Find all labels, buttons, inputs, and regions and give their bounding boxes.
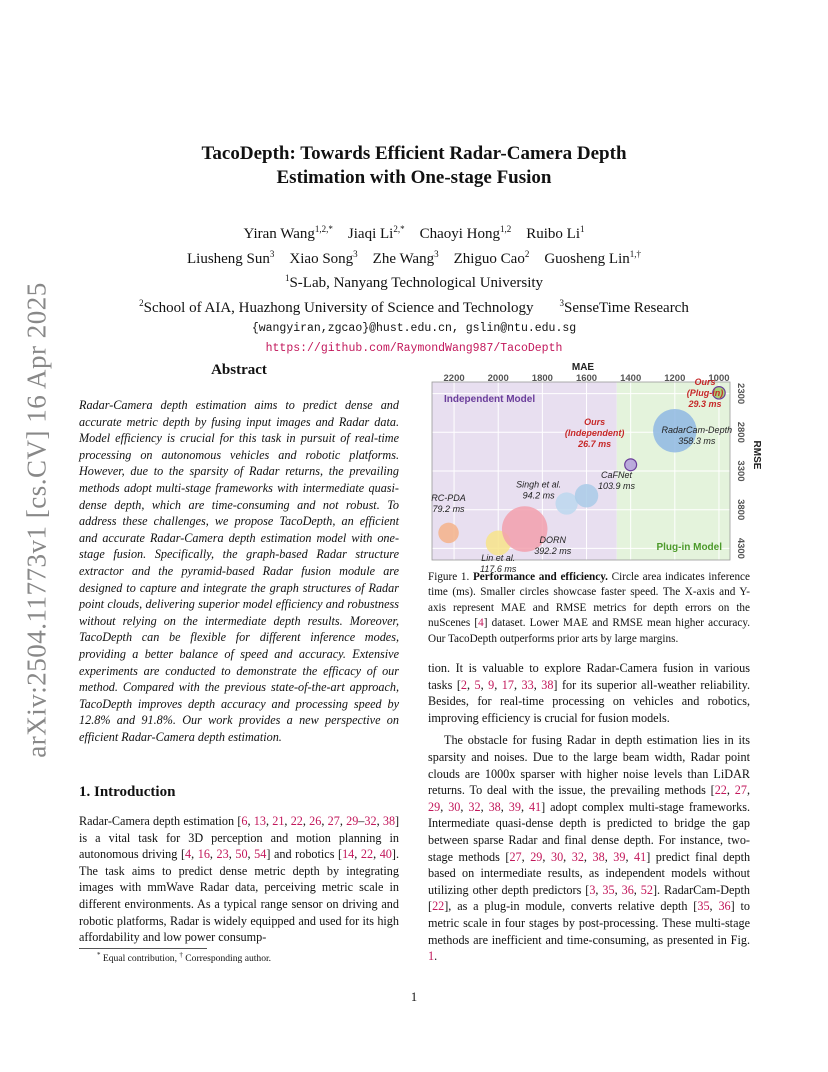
author-name: Guosheng Lin$^{1,\dagger}$ [544,248,641,267]
author-block [0,220,828,358]
citation-link[interactable]: 1 [428,949,435,964]
citation-link[interactable]: 5 [474,677,481,692]
citation-link[interactable]: 36 [718,899,731,914]
figure-1-chart [428,360,764,574]
citation-link[interactable]: 16 [197,847,210,862]
x-tick-label: 1600 [575,373,598,384]
y-tick-label: 2300 [735,383,746,405]
affiliations-2-3: $^2$School of AIA, Huazhong University of Science and Technology $^3$SenseTime Research [139,297,689,316]
authors-line-2 [0,245,828,270]
data-point-label: 94.2 ms [522,490,555,501]
author-name: Chaoyi Hong$^{1,2}$ [419,224,512,242]
citation-link[interactable]: 27 [734,783,747,798]
x-tick-label: 2000 [487,373,509,384]
citation-link[interactable]: 23 [216,847,229,862]
citation-link[interactable]: 54 [254,847,267,862]
author-name: Jiaqi $Li^{2,*}$ [347,224,405,242]
data-point [555,492,577,514]
x-axis-label: MAE [571,362,595,373]
citation-link[interactable]: 38 [592,849,605,864]
y-tick-label: 4300 [735,537,746,559]
x-tick-label: 1000 [708,373,730,384]
citation-link[interactable]: 32 [571,849,584,864]
data-point-label: Lin et al. [481,552,516,563]
citation-link[interactable]: 52 [640,882,653,897]
footnote-rule [79,948,207,949]
figure-1-caption: Figure 1. Performance and efficiency. Circle area indicates inference time (ms). Smaller circles showcase faster speed. The X-axis and Y-axis represent MAE and RMSE metrics for depth errors on the nuScenes [4] dataset. Lower MAE and RMSE mean higher accuracy. Our TacoDepth outperforms prior arts by large margins. [428,571,750,645]
x-tick-label: 1400 [620,373,642,384]
citation-link[interactable]: 21 [272,814,285,828]
citation-link[interactable]: 2 [460,677,468,692]
data-point-label: 26.7 ms [578,438,612,449]
paragraph-obstacle: The obstacle for fusing Radar in depth estimation lies in its sparsity and noises. Due to the large beam width, Radar point clouds are 1000x sparser with higher noise levels than LiDAR returns. To deal with the issue, the prevailing methods [22, 27, 29, 30, 32, 38, 39, 41] adopt complex multi-stage frameworks. Intermediate quasi-dense depth is predicted to bridge the gap between sparse Radar and final dense depth. For instance, two-stage methods [27, 29, 30, 32, 38, 39, 41] predict final depth based on intermediate results, as independent models without utilizing other depth predictors [3, 35, 36, 52]. RadarCam-Depth [22], as a plug-in module, converts relative depth [35, 36] to metric scale in four stages by post-processing. These multi-stage methods are inefficient and time-consuming, as presented in Fig. 1. [428,733,751,964]
citation-link[interactable]: 27 [327,814,340,828]
data-point [438,523,458,543]
data-point-label: Ours [694,376,716,387]
abstract-text: Radar-Camera depth estimation aims to predict dense and accurate metric depth by fusing input images and Radar data. Model efficiency is crucial for this task in pursuit of real-time processing on autonomous vehicles and robotic platforms. However, due to the sparsity of Radar returns, the prevailing methods adopt multi-stage frameworks with intermediate quasi-dense depth, which are time-consuming and not robust. To address these challenges, we propose TacoDepth, an efficient and accurate Radar-Camera depth estimation model with one-stage fusion. Specifically, the graph-based Radar structure extractor and the pyramid-based Radar fusion module are designed to capture and integrate the graph structures of Radar point clouds, delivering superior model efficiency and robustness without relying on the intermediate depth results. Moreover, TacoDepth can be flexible for different inference modes, providing a better balance of speed and accuracy. Extensive experiments are conducted to demonstrate the efficacy of our method. Compared with the previous state-of-the-art approach, TacoDepth improves depth accuracy and processing speed by 12.8% and 91.8%. Our work provides a new perspective on efficient Radar-Camera depth estimation. [79,398,399,744]
citation-link[interactable]: 38 [488,799,501,814]
citation-link[interactable]: 4 [185,847,192,862]
x-tick-label: 1200 [664,373,686,384]
citation-link[interactable]: 3 [589,882,596,897]
citation-link[interactable]: 27 [509,849,522,864]
plugin-region-label: Plug-in Model [656,542,722,553]
y-tick-label: 3800 [735,499,746,521]
arxiv-stamp-text: arXiv:2504.11773v1 [cs.CV] 16 Apr 2025 [21,282,52,758]
citation-link[interactable]: 41 [634,849,647,864]
title-line-1: TacoDepth: Towards Efficient Radar-Camera Depth [201,143,627,164]
data-point-label: 79.2 ms [432,503,465,514]
citation-link[interactable]: 38 [541,677,554,692]
citation-link[interactable]: 50 [235,847,248,862]
data-point-label: 358.3 ms [678,435,716,446]
paper-title [0,142,828,190]
data-point-label: RC-PDA [431,492,466,503]
paragraph-continuation: tion. It is valuable to explore Radar-Camera fusion in various tasks [2, 5, 9, 17, 33, 38] for its superior all-weather reliability. Besides, for real-time processing on vehicles and robotics, improving efficiency is crucial for fusion models. [428,661,751,725]
data-point-label: 392.2 ms [534,546,572,557]
citation-link[interactable]: 22 [432,899,445,914]
citation-link[interactable]: 30 [448,799,461,814]
citation-link[interactable]: 22 [360,847,374,862]
data-point-label: 103.9 ms [598,480,636,491]
data-point-label: RadarCam-Depth [661,424,733,435]
citation-link[interactable]: 29 [428,799,441,814]
y-tick-label: 3300 [735,460,746,482]
github-link[interactable]: https://github.com/RaymondWang987/TacoDepth [265,341,563,355]
citation-link[interactable]: 41 [528,799,542,814]
author-name: Zhe Wang$^3$ [372,248,439,267]
intro-heading: 1. Introduction [79,784,176,800]
data-point [575,484,598,507]
caption-cite[interactable]: 4 [478,617,484,630]
citation-link[interactable]: 32 [468,799,481,814]
citation-link[interactable]: 29 [346,814,359,828]
affiliation-1: $^1$S-Lab, Nanyang Technological University [284,273,544,291]
author-name: Ruibo Li$^1$ [526,224,585,242]
citation-link[interactable]: 30 [550,849,564,864]
citation-link[interactable]: 39 [613,849,626,864]
citation-link[interactable]: 6 [241,814,248,828]
citation-link[interactable]: 39 [508,799,521,814]
citation-link[interactable]: 35 [602,882,615,897]
citation-link[interactable]: 17 [501,677,514,692]
citation-link[interactable]: 35 [697,899,710,914]
right-column-body [428,660,750,971]
author-name: Xiao Song$^3$ [289,248,358,267]
caption-label: Figure 1. [428,571,470,583]
authors-line-1 [0,220,828,245]
citation-link[interactable]: 22 [290,814,303,828]
citation-link[interactable]: 38 [382,814,396,828]
citation-link[interactable]: 29 [530,849,543,864]
abstract-heading: Abstract [211,362,267,378]
author-name: Liusheng Sun$^3$ [186,248,275,267]
x-tick-label: 1800 [531,373,553,384]
data-point-label: (Plug-in) [686,387,724,398]
citation-link[interactable]: 9 [488,677,495,692]
author-name: Zhiguo Cao$^2$ [453,248,530,267]
citation-link[interactable]: 33 [521,677,534,692]
citation-link[interactable]: 26 [309,814,322,828]
citation-link[interactable]: 36 [621,882,634,897]
x-tick-label: 2200 [443,373,465,384]
citation-link[interactable]: 40 [379,847,392,862]
data-point-label: DORN [539,535,566,546]
caption-bold: Performance and efficiency. [472,571,608,583]
citation-link[interactable]: 22 [714,783,727,798]
data-point-label: Ours [584,416,606,427]
citation-link[interactable]: 14 [342,847,355,862]
data-point-label: CaFNet [601,469,633,480]
y-axis-label: RMSE [751,440,762,470]
y-tick-label: 2800 [735,421,746,443]
author-emails: {wangyiran,zgcao}@hust.edu.cn, gslin@ntu.edu.sg [251,322,577,335]
data-point-label: Singh et al. [516,479,562,490]
title-line-2: Estimation with One-stage Fusion [276,167,552,188]
data-point-label: (Independent) [564,427,625,438]
author-name: Yiran Wang$^{1,2,*}$ [243,224,333,242]
data-point-label: 117.6 ms [480,563,517,574]
data-point-label: 29.3 ms [688,398,722,409]
citation-link[interactable]: 13 [253,814,266,828]
intro-paragraph: Radar-Camera depth estimation [6, 13, 21, 22, 26, 27, 29–32, 38] is a vital task for 3D perception and motion planning in autonomous driving [4, 16, 23, 50, 54] and robotics [14, 22, 40]. The task aims to predict dense metric depth by integrating images with mmWave Radar data, perceiving metric scale in different environments. As a typical range sensor on driving and robotic platforms, Radar is widely equipped and used for its high affordability and low power consump- [79,814,400,945]
footnote: * Equal contribution, † Corresponding author. [97,951,272,965]
independent-region-label: Independent Model [444,394,536,405]
citation-link[interactable]: 32 [364,814,377,828]
page-number: 1 [410,990,418,1004]
